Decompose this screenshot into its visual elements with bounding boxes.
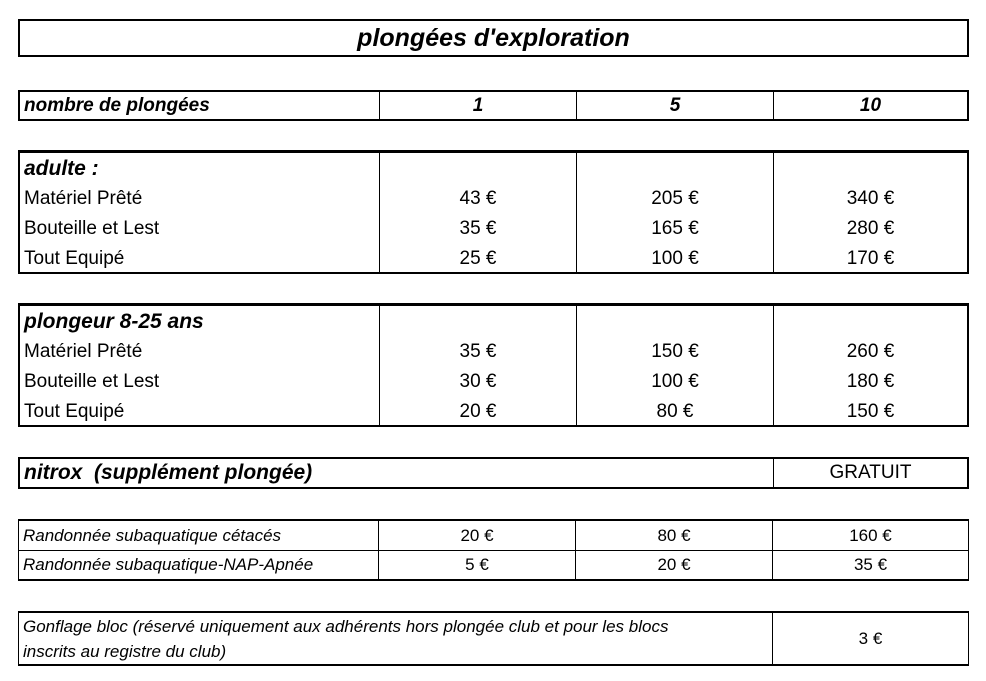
header-label: nombre de plongées (24, 94, 210, 116)
price-cell: 205 € (651, 188, 699, 209)
price-cell: 80 € (657, 525, 691, 545)
price-cell: 170 € (846, 248, 895, 269)
price-cell: 150 € (651, 341, 699, 362)
section-heading: adulte : (24, 157, 99, 180)
row-label: Tout Equipé (24, 401, 125, 422)
title-box (18, 19, 969, 57)
price-cell: 150 € (846, 401, 895, 422)
row-label: Bouteille et Lest (24, 218, 160, 239)
price-cell: 280 € (846, 218, 895, 239)
header-row (18, 90, 969, 121)
section-plongeur-8-25 (18, 303, 969, 427)
header-col-10: 10 (859, 94, 882, 116)
nitrox-value: GRATUIT (829, 462, 912, 483)
rando-label: Randonnée subaquatique cétacés (23, 525, 282, 545)
gonflage-text-line2: inscrits au registre du club) (23, 641, 227, 661)
price-cell: 25 € (459, 248, 497, 269)
price-cell: 20 € (460, 525, 494, 545)
gonflage-value: 3 € (858, 628, 883, 648)
gonflage-block (18, 611, 969, 666)
price-cell: 20 € (459, 401, 497, 422)
header-col-1: 1 (472, 94, 484, 116)
price-cell: 260 € (846, 341, 895, 362)
price-cell: 160 € (849, 525, 892, 545)
row-label: Matériel Prêté (24, 188, 143, 209)
rando-label: Randonnée subaquatique-NAP-Apnée (23, 555, 314, 574)
section-heading: plongeur 8-25 ans (24, 310, 204, 333)
price-cell: 340 € (846, 188, 895, 209)
header-col-5: 5 (669, 94, 681, 116)
price-cell: 35 € (853, 555, 888, 574)
page-title: plongées d'exploration (357, 23, 630, 52)
price-cell: 35 € (459, 218, 497, 239)
price-cell: 20 € (657, 555, 691, 574)
nitrox-label: nitrox (supplément plongée) (24, 461, 313, 484)
price-cell: 100 € (651, 248, 699, 269)
price-cell: 165 € (651, 218, 699, 239)
price-cell: 35 € (459, 341, 497, 362)
price-cell: 80 € (656, 401, 694, 422)
row-label: Bouteille et Lest (24, 371, 160, 392)
row-label: Matériel Prêté (24, 341, 143, 362)
price-cell: 30 € (459, 371, 497, 392)
price-cell: 43 € (459, 188, 497, 209)
section-adulte (18, 150, 969, 274)
randonnees-block (18, 519, 969, 581)
row-label: Tout Equipé (24, 248, 125, 269)
nitrox-row (18, 457, 969, 489)
price-cell: 100 € (651, 371, 699, 392)
price-cell: 5 € (465, 555, 489, 574)
price-cell: 180 € (846, 371, 895, 392)
gonflage-text-line1: Gonflage bloc (réservé uniquement aux adhérents hors plongée club et pour les blocs (23, 616, 669, 636)
